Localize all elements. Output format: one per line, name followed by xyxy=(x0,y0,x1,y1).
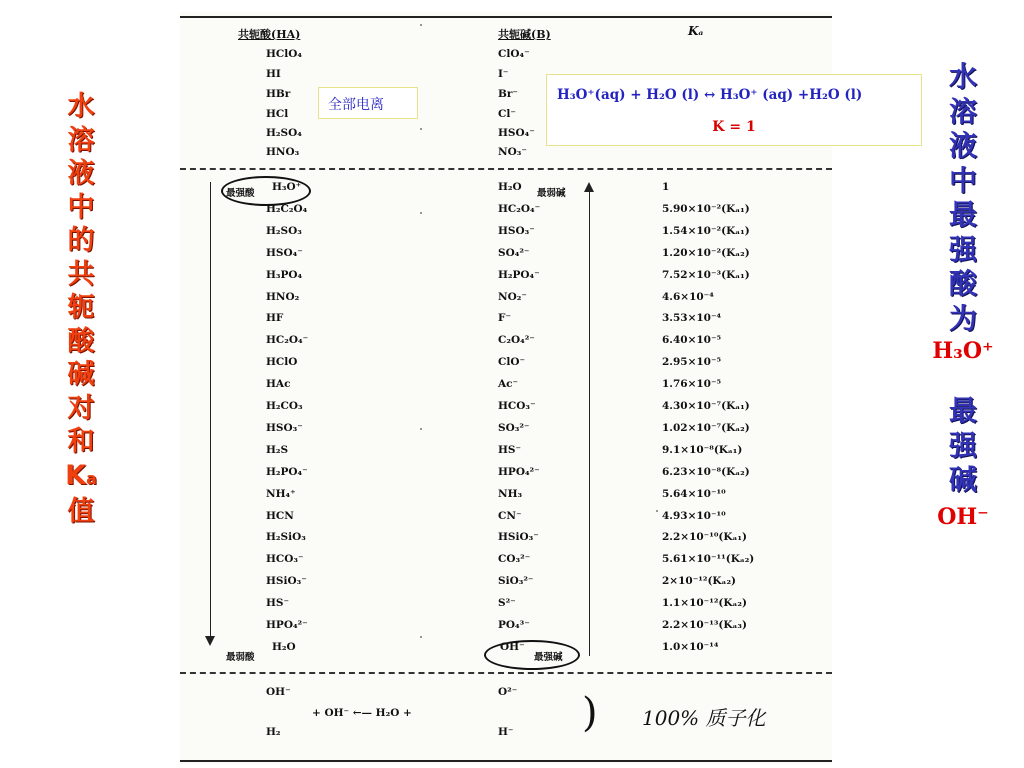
pair-acid: HSiO₃⁻ xyxy=(266,575,307,587)
pair-ka: 1.20×10⁻²(Kₐ₂) xyxy=(662,247,750,259)
bottom-acid-h2: H₂ xyxy=(266,726,281,738)
pair-base: HPO₄²⁻ xyxy=(498,466,540,478)
pair-base: NO₂⁻ xyxy=(498,291,527,303)
pair-base: F⁻ xyxy=(498,312,511,324)
pair-acid: HPO₄²⁻ xyxy=(266,619,308,631)
pair-base: H₂PO₄⁻ xyxy=(498,269,540,281)
right-caption-char: 碱 xyxy=(948,463,977,496)
note-full-ionization-text: 全部电离 xyxy=(328,97,384,113)
caption-ka-subscript: a xyxy=(86,468,97,488)
pair-acid: HS⁻ xyxy=(266,597,290,609)
pair-base: HCO₃⁻ xyxy=(498,400,536,412)
scan-speck xyxy=(420,428,422,430)
strong-acid-base: NO₃⁻ xyxy=(498,146,527,158)
pair-ka: 7.52×10⁻³(Kₐ₁) xyxy=(662,269,750,281)
pair-ka: 4.6×10⁻⁴ xyxy=(662,291,714,303)
strongest-base-formula: OH⁻ xyxy=(937,503,989,530)
pair-acid: H₂C₂O₄ xyxy=(266,203,308,215)
pair-base: H₂O xyxy=(498,181,522,193)
pair-acid: NH₄⁺ xyxy=(266,488,296,500)
strong-acid-base: HSO₄⁻ xyxy=(498,127,535,139)
caption-char: 液 xyxy=(67,158,95,189)
pair-ka: 6.40×10⁻⁵ xyxy=(662,334,722,346)
divider-bottom xyxy=(180,672,832,674)
left-vertical-caption xyxy=(58,90,104,529)
pair-acid: HSO₄⁻ xyxy=(266,247,303,259)
pair-base: HSO₃⁻ xyxy=(498,225,535,237)
pair-ka: 1 xyxy=(662,181,670,193)
caption-char: 的 xyxy=(67,225,95,256)
pair-acid: HNO₂ xyxy=(266,291,300,303)
divider-strong-acids xyxy=(180,168,832,170)
pair-acid: H₃O⁺ xyxy=(272,181,302,193)
header-acid: 共轭酸(HA) xyxy=(238,28,301,41)
strong-acid-base: Br⁻ xyxy=(498,88,518,100)
pair-ka: 4.93×10⁻¹⁰ xyxy=(662,510,726,522)
pair-ka: 1.0×10⁻¹⁴ xyxy=(662,641,719,653)
pair-base: CN⁻ xyxy=(498,510,522,522)
caption-ka xyxy=(58,459,104,496)
strong-acid: HClO₄ xyxy=(266,48,303,60)
circle-h3o-strongest-acid xyxy=(221,176,311,206)
pair-base: SO₄²⁻ xyxy=(498,247,530,259)
strong-acid: HI xyxy=(266,68,281,80)
pair-base: ClO⁻ xyxy=(498,356,526,368)
pair-ka: 2×10⁻¹²(Kₐ₂) xyxy=(662,575,737,587)
pair-acid: H₂SO₃ xyxy=(266,225,302,237)
pair-acid: HCN xyxy=(266,510,294,522)
header-ka: Kₐ xyxy=(688,24,704,38)
pair-acid: HC₂O₄⁻ xyxy=(266,334,309,346)
right-caption-char: 强 xyxy=(948,232,977,266)
pair-acid: HF xyxy=(266,312,284,324)
top-rule xyxy=(180,16,832,18)
bottom-acid-oh: OH⁻ xyxy=(266,686,291,698)
pair-ka: 2.2×10⁻¹³(Kₐ₃) xyxy=(662,619,747,631)
bottom-base-hminus: H⁻ xyxy=(498,726,514,738)
label-strongest-acid: 最强酸 xyxy=(226,188,255,199)
right-caption-char: 中 xyxy=(948,163,977,197)
scan-speck xyxy=(420,212,422,214)
pair-base: OH⁻ xyxy=(500,641,525,653)
pair-acid: H₂S xyxy=(266,444,289,456)
scan-speck xyxy=(420,24,422,26)
right-caption-char: 酸 xyxy=(948,267,977,300)
caption-char: 碱 xyxy=(67,359,95,390)
bottom-rule xyxy=(180,760,832,762)
pair-ka: 2.95×10⁻⁵ xyxy=(662,356,722,368)
caption-char: 轭 xyxy=(67,292,95,323)
strong-acid: HBr xyxy=(266,88,291,100)
pair-ka: 6.23×10⁻⁸(Kₐ₂) xyxy=(662,466,750,478)
strong-acid-base: ClO₄⁻ xyxy=(498,48,530,60)
pair-base: SiO₃²⁻ xyxy=(498,575,534,587)
caption-char: 水 xyxy=(67,91,95,122)
caption-char: 对 xyxy=(67,392,95,424)
right-caption-char: 最 xyxy=(948,394,977,427)
acid-strength-arrow-down xyxy=(210,182,211,644)
strong-acid: HNO₃ xyxy=(266,146,300,158)
pair-ka: 4.30×10⁻⁷(Kₐ₁) xyxy=(662,400,750,412)
strong-acid: H₂SO₄ xyxy=(266,127,302,139)
right-caption-char: 水 xyxy=(948,60,977,93)
right-caption-char: 强 xyxy=(948,428,977,462)
pair-acid: H₃PO₄ xyxy=(266,269,303,281)
pair-base: HS⁻ xyxy=(498,444,522,456)
bottom-reaction: + OH⁻ ←— H₂O + xyxy=(312,707,412,719)
note-full-ionization xyxy=(318,87,418,119)
right-caption-char: 液 xyxy=(948,129,977,162)
pair-ka: 1.76×10⁻⁵ xyxy=(662,378,722,390)
pair-ka: 3.53×10⁻⁴ xyxy=(662,312,722,324)
pair-base: HC₂O₄⁻ xyxy=(498,203,541,215)
pair-acid: HSO₃⁻ xyxy=(266,422,303,434)
pair-base: Ac⁻ xyxy=(498,378,519,390)
pair-acid: HAc xyxy=(266,378,291,390)
scan-speck xyxy=(420,128,422,130)
strongest-acid-formula: H₃O⁺ xyxy=(932,338,994,364)
circle-oh-strongest-base xyxy=(484,640,580,670)
caption-char: 酸 xyxy=(67,325,95,357)
pair-acid: H₂CO₃ xyxy=(266,400,303,412)
right-caption-char: 为 xyxy=(948,301,977,335)
pair-ka: 5.90×10⁻²(Kₐ₁) xyxy=(662,203,750,215)
pair-ka: 1.02×10⁻⁷(Kₐ₂) xyxy=(662,422,750,434)
pair-ka: 1.1×10⁻¹²(Kₐ₂) xyxy=(662,597,747,609)
pair-base: HSiO₃⁻ xyxy=(498,531,539,543)
pair-acid: H₂O xyxy=(272,641,296,653)
caption-k: K xyxy=(65,459,87,491)
handwritten-paren: ) xyxy=(582,690,598,736)
pair-ka: 5.61×10⁻¹¹(Kₐ₂) xyxy=(662,553,755,565)
pair-base: NH₃ xyxy=(498,488,523,500)
pair-acid: HCO₃⁻ xyxy=(266,553,304,565)
scan-speck xyxy=(656,510,658,512)
pair-ka: 1.54×10⁻²(Kₐ₁) xyxy=(662,225,750,237)
pair-base: CO₃²⁻ xyxy=(498,553,531,565)
caption-char: 溶 xyxy=(67,124,95,156)
pair-base: SO₃²⁻ xyxy=(498,422,530,434)
caption-char: 中 xyxy=(67,191,95,223)
caption-char: 共 xyxy=(67,258,95,290)
pair-base: C₂O₄²⁻ xyxy=(498,334,535,346)
pair-acid: H₂SiO₃ xyxy=(266,531,306,543)
handwritten-protonation: 100% 质子化 xyxy=(642,706,766,730)
pair-ka: 5.64×10⁻¹⁰ xyxy=(662,488,726,500)
right-vertical-caption xyxy=(910,60,1016,530)
header-base: 共轭碱(B) xyxy=(498,28,551,41)
pair-base: PO₄³⁻ xyxy=(498,619,530,631)
strong-acid-base: I⁻ xyxy=(498,68,509,80)
note-equilibrium xyxy=(546,74,922,146)
equilibrium-k-value: K = 1 xyxy=(712,119,756,135)
label-weakest-base: 最弱碱 xyxy=(537,188,566,199)
pair-acid: H₂PO₄⁻ xyxy=(266,466,308,478)
caption-char: 值 xyxy=(67,496,95,527)
pair-ka: 2.2×10⁻¹⁰(Kₐ₁) xyxy=(662,531,747,543)
strong-acid: HCl xyxy=(266,108,289,120)
bottom-base-o2: O²⁻ xyxy=(498,686,518,698)
equilibrium-equation: H₃O⁺(aq) + H₂O (l) ↔ H₃O⁺ (aq) +H₂O (l) xyxy=(557,87,863,103)
right-caption-char: 最 xyxy=(948,198,977,231)
pair-acid: HClO xyxy=(266,356,298,368)
scan-speck xyxy=(420,636,422,638)
label-weakest-acid: 最弱酸 xyxy=(226,652,255,663)
pair-ka: 9.1×10⁻⁸(Kₐ₁) xyxy=(662,444,743,456)
pair-base: S²⁻ xyxy=(498,597,516,609)
caption-char: 和 xyxy=(67,426,95,457)
label-strongest-base: 最强碱 xyxy=(534,652,563,663)
right-caption-char: 溶 xyxy=(948,94,977,128)
strong-acid-base: Cl⁻ xyxy=(498,108,516,120)
base-strength-arrow-up xyxy=(589,184,590,656)
